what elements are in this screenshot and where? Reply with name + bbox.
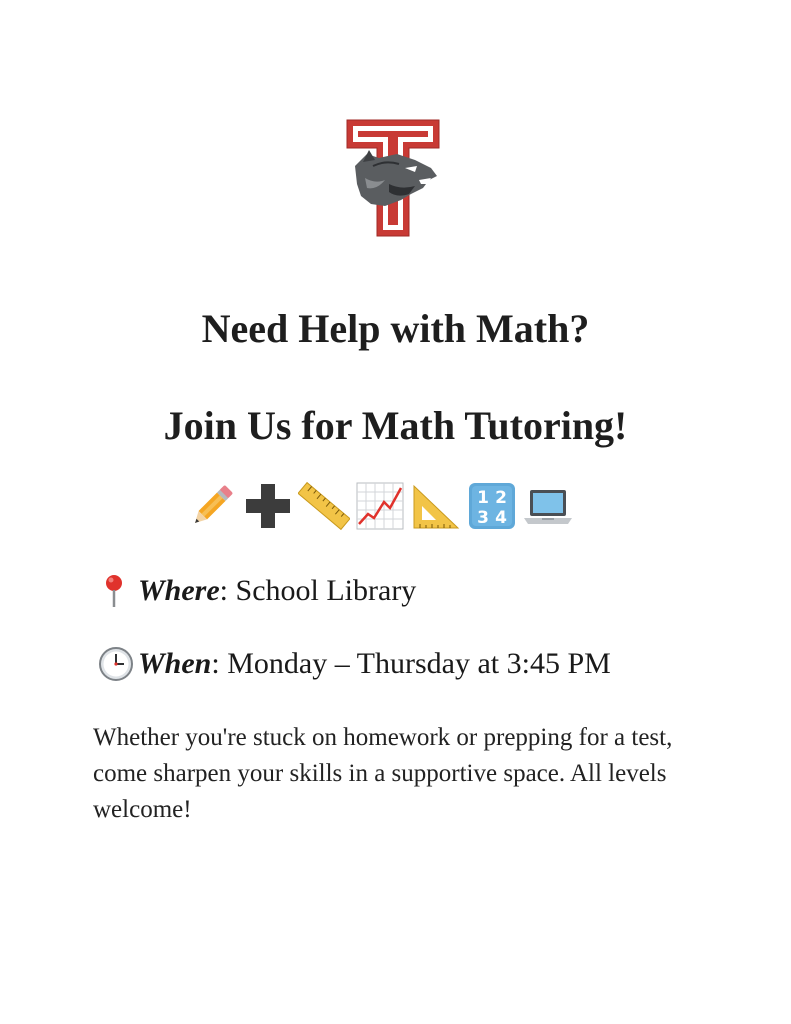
where-value: School Library (228, 574, 417, 607)
emoji-row (186, 478, 606, 534)
heading-join-us: Join Us for Math Tutoring! (163, 403, 628, 448)
heading-need-help: Need Help with Math? (201, 306, 590, 351)
when-value: Monday – Thursday at 3:45 PM (219, 647, 611, 680)
when-sep: : (211, 647, 220, 680)
when-line (98, 646, 611, 682)
chart-increasing-icon (354, 480, 406, 532)
number-keypad-icon (466, 480, 518, 532)
svg-text:3: 3 (477, 508, 489, 528)
laptop-icon (522, 480, 574, 532)
svg-text:1: 1 (477, 488, 489, 508)
school-logo (345, 118, 441, 238)
triangular-ruler-icon (410, 480, 462, 532)
wolf-head-icon (355, 150, 437, 206)
ruler-icon (298, 480, 350, 532)
description-paragraph: Whether you're stuck on homework or prepping for a test, come sharpen your skills in a supportive space. All levels welcome! (93, 724, 673, 823)
plus-icon (242, 480, 294, 532)
clock-icon (98, 646, 134, 682)
pin-icon (98, 573, 134, 609)
when-label: When (138, 647, 212, 680)
pencil-icon (186, 480, 238, 532)
where-line (98, 573, 416, 609)
where-label: Where (138, 574, 220, 607)
svg-text:4: 4 (495, 508, 507, 528)
svg-text:2: 2 (495, 488, 507, 508)
where-sep: : (219, 574, 229, 607)
